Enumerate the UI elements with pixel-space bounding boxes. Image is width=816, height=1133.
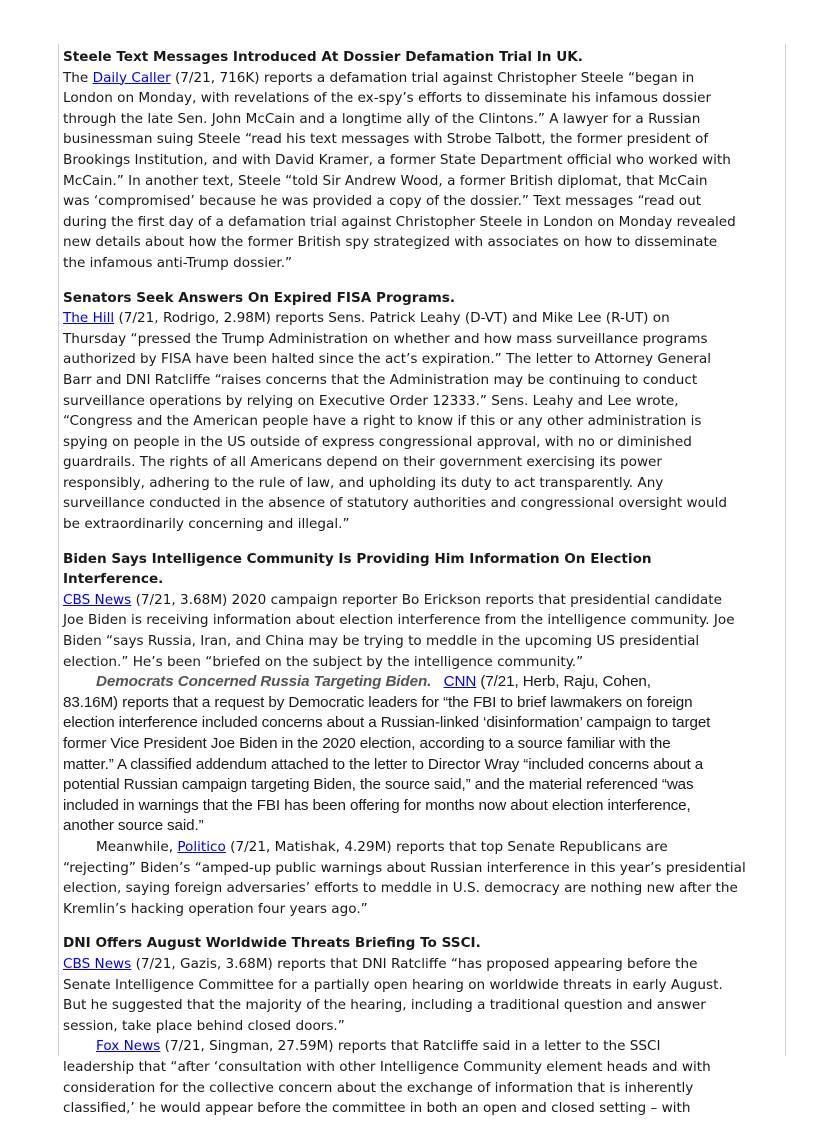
text-line <box>63 954 793 975</box>
body-text: the infamous anti-Trump dossier.” <box>63 254 293 271</box>
body-text: session, take place behind closed doors.” <box>63 1017 345 1034</box>
body-text: matter.” A classified addendum attached to the letter to Director Wray “included concerns about a <box>63 755 704 773</box>
news-section <box>63 288 793 535</box>
text-line <box>63 370 793 391</box>
body-text: “rejecting” Biden’s “amped-up public warnings about Russian interference in this year’s presidential <box>63 859 746 876</box>
text-line <box>63 734 793 755</box>
source-link[interactable]: CBS News <box>63 591 132 608</box>
text-line <box>63 150 793 171</box>
body-text: election, saying foreign adversaries’ efforts to meddle in U.S. democracy are nothing new after the <box>63 880 738 897</box>
body-text: guardrails. The rights of all Americans depend on their government exercising its power <box>63 454 663 471</box>
text-line <box>63 652 793 673</box>
text-line <box>63 858 793 879</box>
body-text: former Vice President Joe Biden in the 2020 election, according to a source familiar with the <box>63 735 671 752</box>
news-document <box>63 47 793 1133</box>
section-headline <box>63 549 793 590</box>
paragraph <box>63 837 793 919</box>
source-link[interactable]: CBS News <box>63 955 132 972</box>
paragraph <box>63 308 793 535</box>
subheadline: Democrats Concerned Russia Targeting Biden. <box>96 673 432 691</box>
text-line <box>63 775 793 796</box>
text-line <box>63 975 793 996</box>
body-text: election interference included concerns about a Russian-linked ‘disinformation’ campaign to target <box>63 714 711 732</box>
text-line <box>63 308 793 329</box>
body-text: (7/21, Gazis, 3.68M) reports that DNI Ratcliffe “has proposed appearing before the <box>131 955 698 972</box>
headline-line: Biden Says Intelligence Community Is Providing Him Information On Election <box>63 550 652 567</box>
body-text: was ‘compromised’ because he was provided a copy of the dossier.” Text messages “read out <box>63 193 702 210</box>
paragraph <box>63 672 793 837</box>
body-text: election.” He’s been “briefed on the subject by the intelligence community.” <box>63 653 584 670</box>
source-link[interactable]: The Hill <box>63 310 115 327</box>
paragraph <box>63 68 793 274</box>
headline-line: Interference. <box>63 571 164 588</box>
body-text: (7/21, Herb, Raju, Cohen, <box>476 673 651 691</box>
body-text: Biden “says Russia, Iran, and China may be trying to meddle in the upcoming US presidential <box>63 633 700 650</box>
body-text: during the first day of a defamation trial against Christopher Steele in London on Monday revealed <box>63 213 736 230</box>
body-text: consideration for the collective concern about the exchange of information that is inherently <box>63 1079 694 1096</box>
text-line <box>63 796 793 817</box>
text-line <box>63 755 793 776</box>
body-text: responsibly, adhering to the rule of law, and upholding its duty to act transparently. Any <box>63 474 664 491</box>
body-text: new details about how the former British spy strategized with associates on how to disseminate <box>63 234 718 251</box>
text-line <box>63 816 793 837</box>
headline-line: Senators Seek Answers On Expired FISA Programs. <box>63 289 456 306</box>
body-text: potential Russian campaign targeting Biden, the source said,” and the material referenced “was <box>63 776 694 794</box>
body-text: authorized by FISA have been halted since the act’s expiration.” The letter to Attorney General <box>63 351 711 368</box>
text-line <box>63 88 793 109</box>
source-link[interactable]: Daily Caller <box>92 69 171 86</box>
text-line <box>63 473 793 494</box>
body-text: “Congress and the American people have a right to know if this or any other administration is <box>63 413 702 430</box>
source-link[interactable]: CNN <box>443 673 477 691</box>
text-line <box>63 610 793 631</box>
text-line <box>63 1078 793 1099</box>
body-text: (7/21, 716K) reports a defamation trial against Christopher Steele “began in <box>170 69 695 86</box>
body-text: (7/21, Rodrigo, 2.98M) reports Sens. Patrick Leahy (D-VT) and Mike Lee (R-UT) on <box>114 310 670 327</box>
news-section <box>63 933 793 1118</box>
text-line <box>63 1057 793 1078</box>
body-text: included in warnings that the FBI has been offering for months now about election interference, <box>63 796 691 814</box>
body-text: Kremlin’s hacking operation four years ago.” <box>63 900 368 917</box>
text-line <box>63 432 793 453</box>
text-line <box>63 171 793 192</box>
text-line <box>63 878 793 899</box>
text-line <box>63 129 793 150</box>
text-line <box>63 191 793 212</box>
body-text: (7/21, 3.68M) 2020 campaign reporter Bo Erickson reports that presidential candidate <box>131 591 722 608</box>
headline-line: Steele Text Messages Introduced At Dossier Defamation Trial In UK. <box>63 49 583 65</box>
text-line <box>63 391 793 412</box>
source-link[interactable]: Politico <box>177 838 226 855</box>
body-text: (7/21, Matishak, 4.29M) reports that top Senate Republicans are <box>225 838 668 855</box>
section-headline <box>63 47 793 68</box>
body-text: spying on people in the US outside of express congressional approval, with no or diminished <box>63 433 692 450</box>
news-section <box>63 549 793 920</box>
body-text <box>431 673 443 690</box>
text-line <box>63 109 793 130</box>
news-section <box>63 47 793 274</box>
body-text: classified,’ he would appear before the committee in both an open and closed setting – with <box>63 1100 691 1117</box>
section-headline <box>63 933 793 954</box>
text-line <box>63 693 793 714</box>
text-line <box>63 1098 793 1119</box>
body-text: Brookings Institution, and with David Kramer, a former State Department official who worked with <box>63 151 731 168</box>
body-text: London on Monday, with revelations of the ex-spy’s efforts to disseminate his infamous dossier <box>63 90 712 107</box>
text-line <box>63 995 793 1016</box>
text-line <box>63 329 793 350</box>
left-margin-rule <box>58 44 59 1056</box>
text-line <box>63 232 793 253</box>
paragraph <box>63 954 793 1036</box>
paragraph <box>63 1036 793 1118</box>
text-line <box>63 68 793 89</box>
body-text: The <box>63 69 93 86</box>
body-text: Thursday “pressed the Trump Administration on whether and how mass surveillance programs <box>63 330 708 347</box>
body-text: But he suggested that the majority of the hearing, including a traditional question and answer <box>63 997 706 1014</box>
source-link[interactable]: Fox News <box>96 1038 161 1055</box>
body-text: Joe Biden is receiving information about election interference from the intelligence community. Joe <box>63 612 735 629</box>
text-line <box>63 899 793 920</box>
text-line <box>63 590 793 611</box>
text-line <box>63 713 793 734</box>
body-text: Meanwhile, <box>96 838 178 855</box>
text-line <box>63 452 793 473</box>
paragraph <box>63 590 793 672</box>
text-line <box>63 514 793 535</box>
headline-line: DNI Offers August Worldwide Threats Briefing To SSCI. <box>63 935 481 952</box>
text-line <box>63 493 793 514</box>
body-text: another source said.” <box>63 817 204 835</box>
body-text: surveillance conducted in the absence of statutory authorities and congressional oversight would <box>63 495 727 512</box>
text-line <box>63 411 793 432</box>
text-line <box>63 631 793 652</box>
text-line <box>63 1016 793 1037</box>
body-text: be extraordinarily concerning and illegal.” <box>63 516 350 533</box>
body-text: businessman suing Steele “read his text messages with Strobe Talbott, the former president of <box>63 131 709 148</box>
body-text: through the late Sen. John McCain and a longtime ally of the Clintons.” A lawyer for a Russian <box>63 110 701 127</box>
body-text: Barr and DNI Ratcliffe “raises concerns that the Administration may be continuing to conduct <box>63 371 698 388</box>
text-line <box>63 253 793 274</box>
text-line <box>63 349 793 370</box>
text-line <box>63 672 793 693</box>
body-text: leadership that “after ‘consultation with other Intelligence Community element heads and with <box>63 1058 711 1075</box>
body-text: Senate Intelligence Committee for a partially open hearing on worldwide threats in early August. <box>63 976 723 993</box>
body-text: (7/21, Singman, 27.59M) reports that Ratcliffe said in a letter to the SSCI <box>160 1038 661 1055</box>
body-text: surveillance operations by relying on Executive Order 12333.” Sens. Leahy and Lee wrote, <box>63 392 679 409</box>
text-line <box>63 837 793 858</box>
body-text: McCain.” In another text, Steele “told Sir Andrew Wood, a former British diplomat, that McCain <box>63 172 708 189</box>
text-line <box>63 212 793 233</box>
body-text: 83.16M) reports that a request by Democratic leaders for “the FBI to brief lawmakers on foreign <box>63 693 693 711</box>
section-headline <box>63 288 793 309</box>
text-line <box>63 1036 793 1057</box>
